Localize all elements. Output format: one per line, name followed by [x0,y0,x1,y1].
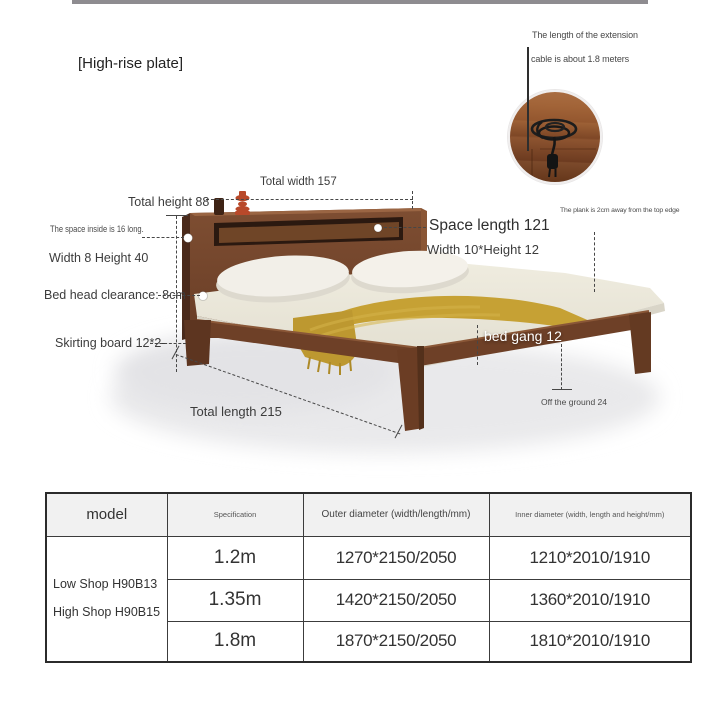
space-length-connector [384,227,426,228]
header-model: model [46,493,167,536]
total-height-label: Total height 88 [128,195,210,209]
spec-cell: 1.8m [167,621,303,662]
spec-cell: 1.35m [167,579,303,621]
bed-head-clearance-label: Bed head clearance: 8cm [44,288,186,302]
extension-cable-photo [508,90,602,184]
cable-caption-line1: The length of the extension [532,30,638,40]
total-width-label: Total width 157 [260,176,337,188]
shelf-width-height-label: Width 10*Height 12 [427,242,540,257]
inner-cell: 1360*2010/1910 [489,579,691,621]
inner-cell: 1810*2010/1910 [489,621,691,662]
bed-gang-line [477,325,478,365]
header-inner-diameter: Inner diameter (width, length and height/mm) [489,493,691,536]
spec-table [45,492,692,663]
plank-note-label: The plank is 2cm away from the top edge [560,206,680,214]
decor-objects [214,191,250,215]
off-ground-label: Off the ground 24 [541,397,608,407]
total-length-label: Total length 215 [190,404,282,419]
model-line-2: High Shop H90B15 [53,604,161,619]
off-ground-tick [552,389,572,390]
top-divider-bar [72,0,648,4]
skirting-board-label: Skirting board 12*2- [55,336,166,350]
cable-coil-icon [510,92,600,182]
outer-cell: 1870*2150/2050 [303,621,489,662]
inset-pointer-line [527,47,529,151]
table-header-row [46,493,691,536]
bed-gang-label: bed gang 12 [484,328,562,344]
table-row [46,536,691,579]
width-height-label: Width 8 Height 40 [49,251,149,265]
header-outer-diameter: Outer diameter (width/length/mm) [303,493,489,536]
variant-tag-label: [High-rise plate] [78,55,184,72]
plank-note-line [594,232,595,292]
outer-cell: 1270*2150/2050 [303,536,489,579]
off-ground-line [561,344,562,390]
cable-caption-line2: cable is about 1.8 meters [531,54,630,64]
model-cell [46,536,167,662]
total-width-line [206,199,413,200]
model-line-1: Low Shop H90B13 [53,577,158,592]
spec-cell: 1.2m [167,536,303,579]
space-inside-label: The space inside is 16 long. [50,224,144,234]
total-width-end-tick [412,191,413,209]
space-inside-connector [142,237,184,238]
header-specification: Specification [167,493,303,536]
outer-cell: 1420*2150/2050 [303,579,489,621]
total-height-top-tick [166,215,188,216]
space-length-label: Space length 121 [429,217,550,234]
inner-cell: 1210*2010/1910 [489,536,691,579]
